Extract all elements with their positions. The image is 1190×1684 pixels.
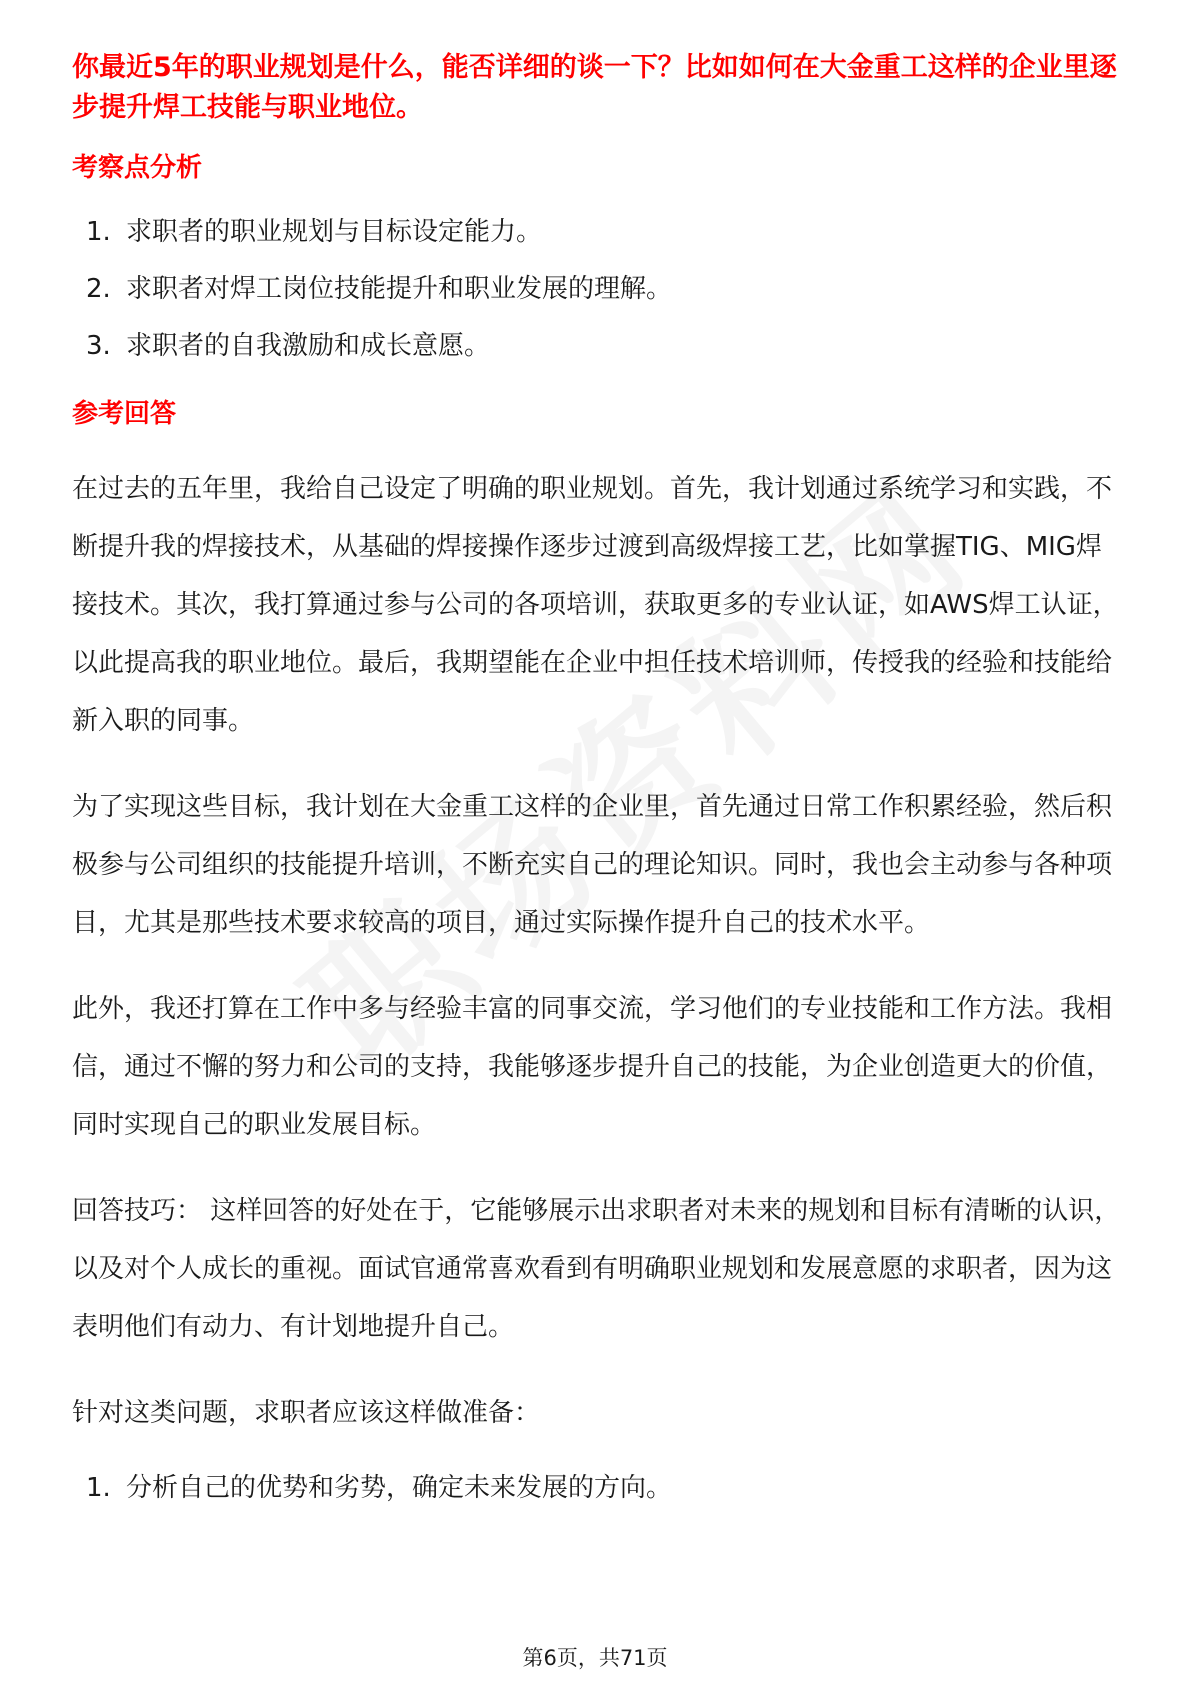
list-item-number: 2.: [86, 274, 111, 304]
answer-heading: 参考回答: [72, 399, 177, 429]
list-item-number: 1.: [86, 1473, 111, 1503]
page-content: [72, 48, 1122, 1538]
list-item: [72, 214, 1122, 250]
prep-list: [72, 1470, 1122, 1506]
list-item: [72, 271, 1122, 307]
prep-intro-paragraph: 针对这类问题，求职者应该这样做准备：: [72, 1398, 541, 1428]
answer-paragraph: 为了实现这些目标，我计划在大金重工这样的企业里，首先通过日常工作积累经验，然后积极参与公司组织的技能提升培训，不断充实自己的理论知识。同时，我也会主动参与各种项目，尤其是那些技术要求较高的项目，通过实际操作提升自己的技术水平。: [72, 792, 1113, 938]
analysis-list: [72, 214, 1122, 364]
list-item-text: 求职者的自我激励和成长意愿。: [126, 331, 491, 361]
analysis-heading: 考察点分析: [72, 153, 203, 183]
answer-paragraph: 此外，我还打算在工作中多与经验丰富的同事交流，学习他们的专业技能和工作方法。我相信，通过不懈的努力和公司的支持，我能够逐步提升自己的技能，为企业创造更大的价值，同时实现自己的职业发展目标。: [72, 994, 1113, 1140]
question-title: 你最近5年的职业规划是什么，能否详细的谈一下？比如如何在大金重工这样的企业里逐步提升焊工技能与职业地位。: [72, 52, 1117, 123]
list-item-number: 1.: [86, 217, 111, 247]
list-item: [72, 328, 1122, 364]
list-item-number: 3.: [86, 331, 111, 361]
answer-paragraph: 在过去的五年里，我给自己设定了明确的职业规划。首先，我计划通过系统学习和实践，不断提升我的焊接技术，从基础的焊接操作逐步过渡到高级焊接工艺，比如掌握TIG、MIG焊接技术。其次，我打算通过参与公司的各项培训，获取更多的专业认证，如AWS焊工认证，以此提高我的职业地位。最后，我期望能在企业中担任技术培训师，传授我的经验和技能给新入职的同事。: [72, 474, 1119, 736]
list-item: [72, 1470, 1122, 1506]
list-item-text: 求职者的职业规划与目标设定能力。: [126, 217, 543, 247]
page-number-footer: 第6页，共71页: [522, 1646, 668, 1670]
tips-paragraph: 回答技巧： 这样回答的好处在于，它能够展示出求职者对未来的规划和目标有清晰的认识，以及对个人成长的重视。面试官通常喜欢看到有明确职业规划和发展意愿的求职者，因为这表明他们有动力、有计划地提升自己。: [72, 1196, 1121, 1342]
list-item-text: 求职者对焊工岗位技能提升和职业发展的理解。: [126, 274, 673, 304]
list-item-text: 分析自己的优势和劣势，确定未来发展的方向。: [126, 1473, 673, 1503]
